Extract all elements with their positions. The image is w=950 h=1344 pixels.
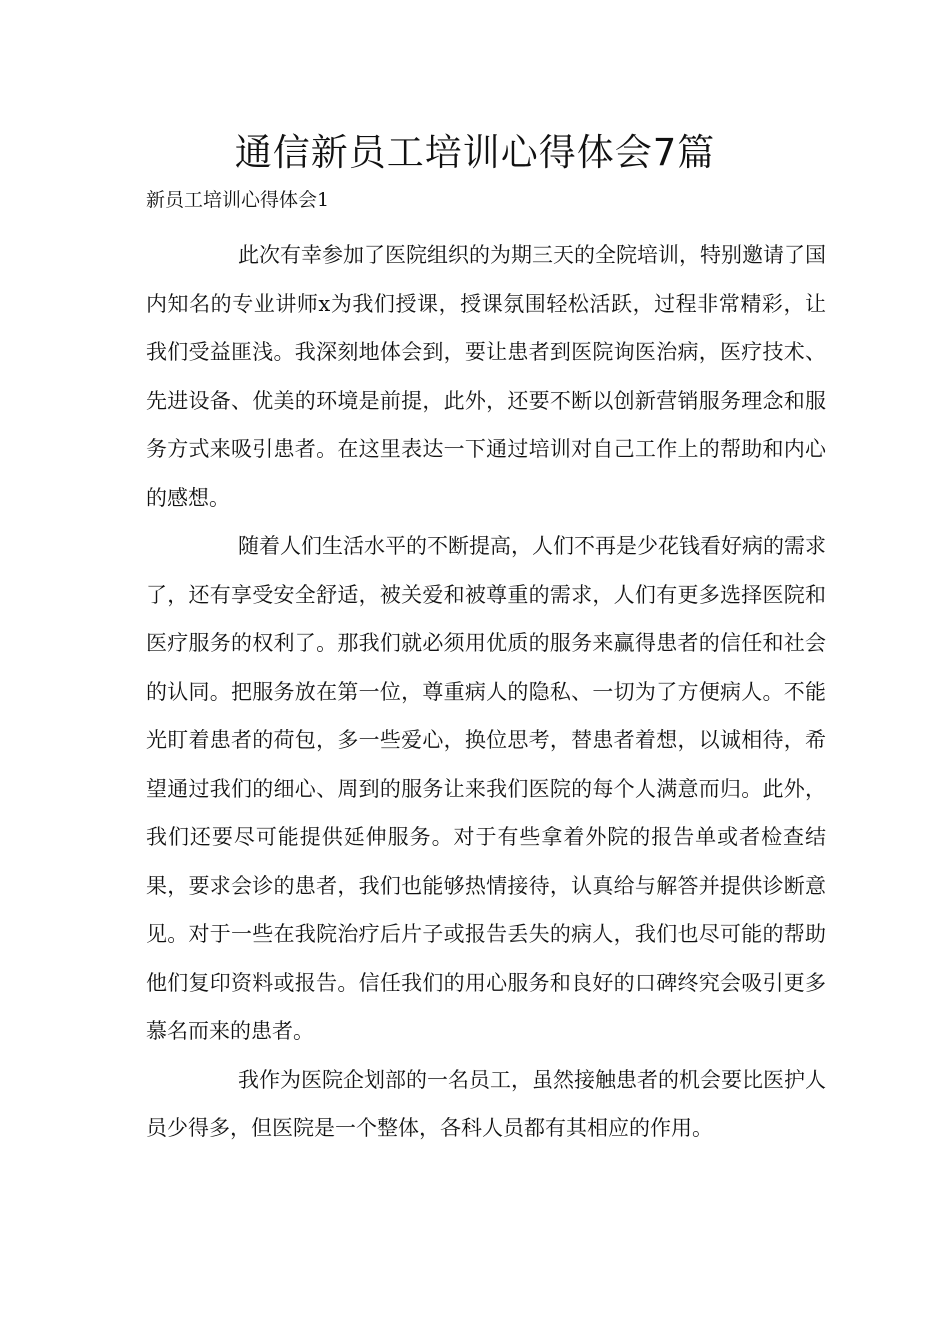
section-heading: 新员工培训心得体会1 (146, 189, 330, 211)
paragraph-3: 我作为医院企划部的一名员工，虽然接触患者的机会要比医护人员少得多，但医院是一个整体，各科人员都有其相应的作用。 (146, 1067, 826, 1140)
paragraph-1: 此次有幸参加了医院组织的为期三天的全院培训，特别邀请了国内知名的专业讲师x为我们授课，授课氛围轻松活跃，过程非常精彩，让我们受益匪浅。我深刻地体会到，要让患者到医院询医治病，医疗技术、先进设备、优美的环境是前提，此外，还要不断以创新营销服务理念和服务方式来吸引患者。在这里表达一下通过培训对自己工作上的帮助和内心的感想。 (146, 243, 826, 510)
paragraph-2: 随着人们生活水平的不断提高，人们不再是少花钱看好病的需求了，还有享受安全舒适，被关爱和被尊重的需求，人们有更多选择医院和医疗服务的权利了。那我们就必须用优质的服务来赢得患者的信任和社会的认同。把服务放在第一位，尊重病人的隐私、一切为了方便病人。不能光盯着患者的荷包，多一些爱心，换位思考，替患者着想，以诚相待，希望通过我们的细心、周到的服务让来我们医院的每个人满意而归。此外，我们还要尽可能提供延伸服务。对于有些拿着外院的报告单或者检查结果，要求会诊的患者，我们也能够热情接待，认真给与解答并提供诊断意见。对于一些在我院治疗后片子或报告丢失的病人，我们也尽可能的帮助他们复印资料或报告。信任我们的用心服务和良好的口碑终究会吸引更多慕名而来的患者。 (146, 534, 826, 1043)
document-body (146, 231, 826, 1153)
document-title: 通信新员工培训心得体会7篇 (234, 131, 716, 174)
